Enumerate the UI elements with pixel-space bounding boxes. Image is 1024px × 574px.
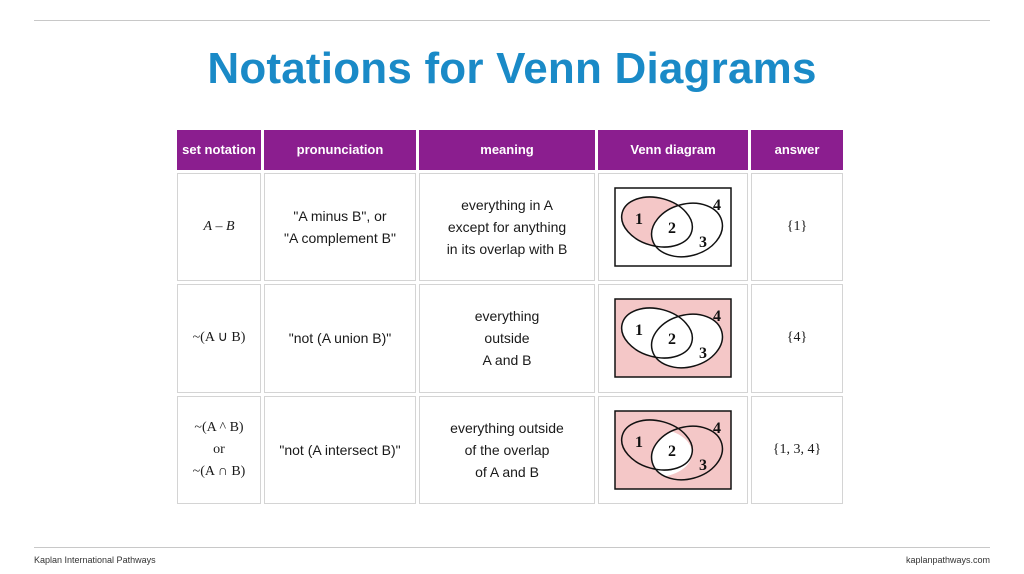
bottom-rule bbox=[34, 547, 990, 548]
venn-label-3: 3 bbox=[699, 345, 707, 363]
venn-cell bbox=[598, 284, 748, 392]
meaning-cell bbox=[419, 173, 595, 281]
notation-cell: A – B bbox=[177, 173, 261, 281]
venn-cell bbox=[598, 396, 748, 504]
pronunciation-cell bbox=[264, 284, 416, 392]
venn-label-4: 4 bbox=[713, 308, 721, 326]
venn-diagram-not-a-intersect-b bbox=[613, 409, 733, 491]
venn-diagram-a-minus-b bbox=[613, 186, 733, 268]
meaning-line: of A and B bbox=[475, 463, 539, 480]
venn-label-3: 3 bbox=[699, 234, 707, 252]
page-title: Notations for Venn Diagrams bbox=[207, 44, 817, 93]
top-rule bbox=[34, 20, 990, 21]
table-row bbox=[177, 284, 843, 392]
venn-label-2: 2 bbox=[668, 442, 676, 460]
table-row bbox=[177, 396, 843, 504]
meaning-line: except for anything bbox=[447, 219, 567, 236]
meaning-line: A and B bbox=[482, 352, 532, 369]
answer-cell: {1, 3, 4} bbox=[751, 396, 843, 504]
header-set-notation: set notation bbox=[177, 130, 261, 170]
footer-brand: Kaplan International Pathways bbox=[34, 555, 156, 565]
venn-label-1: 1 bbox=[635, 433, 643, 451]
notation-line: ~(A ^ B) bbox=[194, 419, 244, 435]
notation-cell: ~(A ∪ B) bbox=[177, 284, 261, 392]
meaning-line: everything in A bbox=[461, 197, 553, 214]
venn-diagram-not-a-union-b bbox=[613, 297, 733, 379]
venn-label-2: 2 bbox=[668, 220, 676, 238]
table-row bbox=[177, 173, 843, 281]
pronunciation-cell bbox=[264, 396, 416, 504]
venn-cell bbox=[598, 173, 748, 281]
meaning-line: in its overlap with B bbox=[446, 241, 568, 258]
answer-cell: {1} bbox=[751, 173, 843, 281]
header-answer: answer bbox=[751, 130, 843, 170]
venn-label-3: 3 bbox=[699, 456, 707, 474]
meaning-line: of the overlap bbox=[464, 441, 550, 458]
answer-cell: {4} bbox=[751, 284, 843, 392]
pronunciation-cell bbox=[264, 173, 416, 281]
venn-label-4: 4 bbox=[713, 197, 721, 215]
notation-line: or bbox=[213, 441, 225, 457]
meaning-line: everything bbox=[474, 308, 540, 325]
notation-line: ~(A ∩ B) bbox=[192, 463, 246, 479]
venn-label-4: 4 bbox=[713, 419, 721, 437]
header-venn-diagram: Venn diagram bbox=[598, 130, 748, 170]
venn-label-1: 1 bbox=[635, 211, 643, 229]
pronunciation-line: "A minus B", or bbox=[293, 208, 387, 225]
header-pronunciation: pronunciation bbox=[264, 130, 416, 170]
meaning-line: outside bbox=[484, 330, 530, 347]
meaning-line: everything outside bbox=[450, 419, 564, 436]
venn-label-2: 2 bbox=[668, 331, 676, 349]
header-row bbox=[177, 130, 843, 170]
venn-label-1: 1 bbox=[635, 322, 643, 340]
footer-website: kaplanpathways.com bbox=[905, 555, 990, 565]
pronunciation-line: "not (A union B)" bbox=[288, 330, 392, 347]
pronunciation-line: "not (A intersect B)" bbox=[279, 441, 401, 458]
pronunciation-line: "A complement B" bbox=[284, 230, 396, 247]
meaning-cell bbox=[419, 284, 595, 392]
meaning-cell bbox=[419, 396, 595, 504]
notation-cell bbox=[177, 396, 261, 504]
notation-table bbox=[174, 127, 846, 507]
header-meaning: meaning bbox=[419, 130, 595, 170]
